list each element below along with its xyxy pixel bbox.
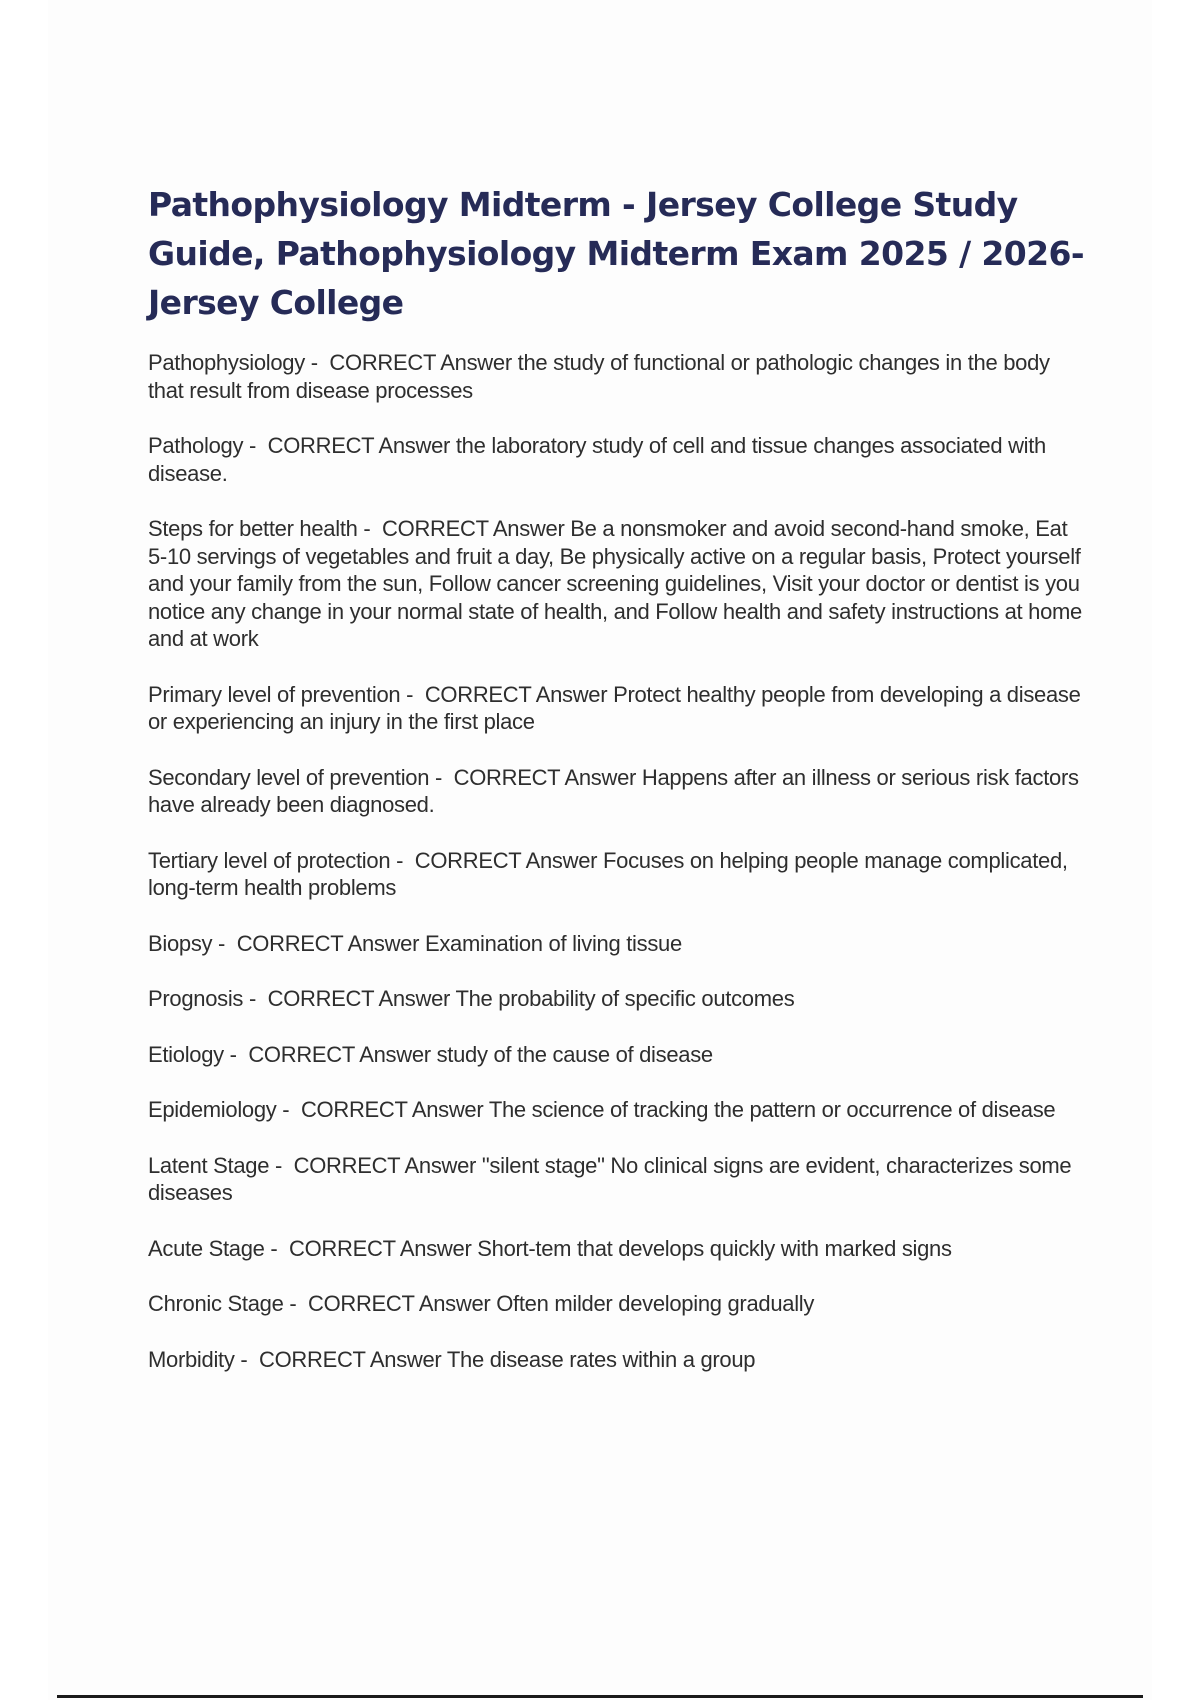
qa-term: Primary level of prevention - xyxy=(148,682,419,707)
qa-answer-label: CORRECT Answer xyxy=(289,1235,472,1261)
qa-term: Chronic Stage - xyxy=(148,1291,302,1316)
qa-term: Latent Stage - xyxy=(148,1153,288,1178)
qa-answer: Be a nonsmoker and avoid second-hand smoke, Eat 5-10 servings of vegetables and fruit a day, Be physically active on a regular basis, Protect yourself and your family from the sun, Follow cancer screening guidelines, Visit your doctor or dentist is you notice any change in your normal state of health, and Follow health and safety instructions at home and at work xyxy=(148,516,1082,651)
qa-answer-label: CORRECT Answer xyxy=(259,1346,442,1372)
document-content xyxy=(148,180,1088,1401)
qa-entry xyxy=(148,1152,1088,1207)
qa-term: Morbidity - xyxy=(148,1347,253,1372)
qa-answer: The disease rates within a group xyxy=(446,1346,756,1372)
qa-answer: study of the cause of disease xyxy=(436,1041,713,1067)
qa-entry xyxy=(148,847,1088,902)
qa-answer: Protect healthy people from developing a disease or experiencing an injury in the first place xyxy=(148,681,1081,734)
qa-answer-label: CORRECT Answer xyxy=(424,681,608,707)
qa-entry xyxy=(148,1290,1088,1318)
qa-entry xyxy=(148,1346,1088,1374)
qa-term: Prognosis - xyxy=(148,986,262,1011)
qa-answer: Examination of living tissue xyxy=(424,930,682,956)
qa-answer-label: CORRECT Answer xyxy=(236,930,420,956)
qa-answer: "silent stage" No clinical signs are evident, characterizes some diseases xyxy=(148,1152,1072,1205)
document-title: Pathophysiology Midterm - Jersey College Study Guide, Pathophysiology Midterm Exam 2025 / 2026- Jersey College xyxy=(148,185,1084,322)
qa-answer-label: CORRECT Answer xyxy=(453,764,637,790)
qa-entry xyxy=(148,985,1088,1013)
qa-term: Pathophysiology - xyxy=(148,350,324,375)
qa-answer-label: CORRECT Answer xyxy=(267,986,451,1011)
qa-term: Acute Stage - xyxy=(148,1236,283,1261)
page-bottom-divider xyxy=(57,1695,1143,1698)
qa-answer-label: CORRECT Answer xyxy=(300,1097,484,1122)
qa-answer: The science of tracking the pattern or occurrence of disease xyxy=(488,1097,1056,1122)
qa-list xyxy=(148,349,1088,1373)
qa-answer-label: CORRECT Answer xyxy=(248,1041,431,1067)
qa-entry xyxy=(148,681,1088,736)
qa-entry xyxy=(148,515,1088,653)
qa-answer-label: CORRECT Answer xyxy=(382,516,565,541)
qa-entry xyxy=(148,764,1088,819)
qa-answer-label: CORRECT Answer xyxy=(329,350,512,375)
qa-answer-label: CORRECT Answer xyxy=(307,1291,491,1316)
qa-answer: Happens after an illness or serious risk factors have already been diagnosed. xyxy=(148,764,1079,817)
qa-term: Tertiary level of protection - xyxy=(148,848,409,873)
qa-term: Secondary level of prevention - xyxy=(148,765,448,790)
qa-term: Biopsy - xyxy=(148,931,231,956)
qa-answer: the study of functional or pathologic changes in the body that result from disease processes xyxy=(148,350,1050,403)
qa-entry xyxy=(148,930,1088,958)
qa-term: Etiology - xyxy=(148,1042,243,1067)
qa-entry xyxy=(148,349,1088,404)
qa-answer: Often milder developing gradually xyxy=(496,1291,815,1316)
qa-term: Epidemiology - xyxy=(148,1097,295,1122)
qa-answer-label: CORRECT Answer xyxy=(414,847,598,873)
qa-entry xyxy=(148,1235,1088,1263)
qa-entry xyxy=(148,1041,1088,1069)
qa-entry xyxy=(148,432,1088,487)
qa-entry xyxy=(148,1096,1088,1124)
qa-answer: Focuses on helping people manage complicated, long-term health problems xyxy=(148,847,1068,900)
qa-answer: The probability of specific outcomes xyxy=(455,986,795,1011)
qa-answer-label: CORRECT Answer xyxy=(293,1152,477,1178)
qa-answer-label: CORRECT Answer xyxy=(267,433,451,458)
qa-term: Steps for better health - xyxy=(148,516,376,541)
qa-answer: the laboratory study of cell and tissue changes associated with disease. xyxy=(148,433,1046,486)
qa-answer: Short-tem that develops quickly with marked signs xyxy=(477,1235,952,1261)
qa-term: Pathology - xyxy=(148,433,262,458)
